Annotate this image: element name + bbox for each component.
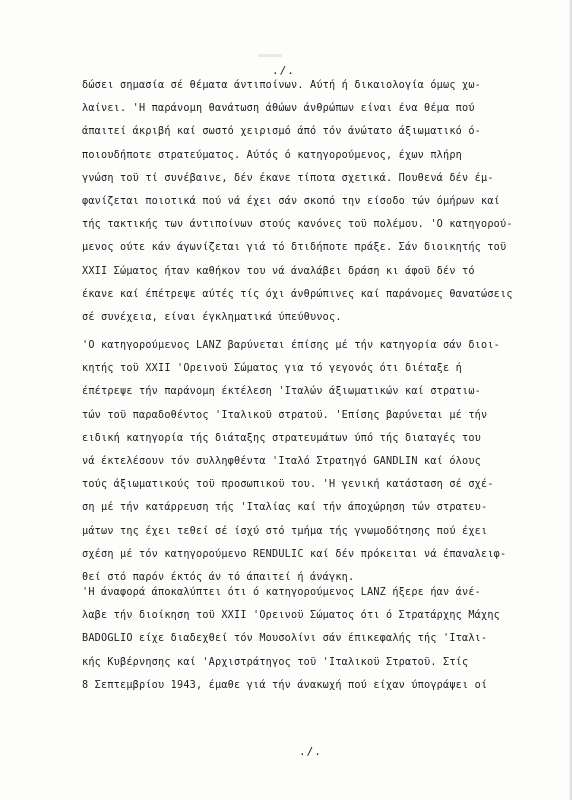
- text-line: μενος ούτε κάν άγωνίζεται γιά τό δτιδήποτε πράξε. Σάν διοικητής τοϋ: [82, 242, 507, 254]
- continuation-marker-top: ./.: [272, 64, 295, 77]
- text-line: σέ συνέχεια, είναι έγκληματικά ύπεύθυνος.: [82, 312, 342, 323]
- text-line: ση μέ τήν κατάρρευση τής 'Ιταλίας καί τήν άποχώρηση τών στρατευ-: [82, 502, 488, 514]
- text-line: σχέση μέ τόν κατηγορούμενο RENDULIC καί δέν πρόκειται νά έπαναλειφ-: [82, 548, 507, 560]
- text-line: 'Ο κατηγορούμενος LANZ βαρύνεται έπίσης μέ τήν κατηγορία σάν διοι-: [82, 340, 501, 351]
- text-line: 8 Σεπτεμβρίου 1943, έμαθε γιά τήν άνακωχή πού είχαν ύπογράψει οί: [82, 679, 488, 691]
- text-line: ποιουδήποτε στρατεύματος. Αύτός ό κατηγορούμενος, έχων πλήρη: [82, 149, 463, 161]
- text-line: άπαιτεί άκριβή καί σωστό χειρισμό άπό τόν άνώτατο άξιωματικό ό-: [82, 126, 482, 138]
- text-line: γνώση τοϋ τί συνέβαινε, δέν έκανε τίποτα σχετικά. Πουθενά δέν έμ-: [82, 172, 494, 184]
- text-line: τούς άξιωματικούς τοϋ προσωπικοϋ του. 'Η γενική κατάσταση σέ σχέ-: [82, 479, 494, 491]
- text-line: νά έκτελέσουν τόν συλληφθέντα 'Ιταλό Στρατηγό GANDLIN καί όλους: [82, 456, 482, 467]
- text-line: έκανε καί έπέτρεψε αύτές τίς όχι άνθρώπινες καί παράνομες θανατώσεις: [82, 288, 513, 300]
- text-line: τών τοϋ παραδοθέντος 'Ιταλικοϋ στρατοϋ. 'Επίσης βαρύνεται μέ τήν: [82, 409, 488, 421]
- text-line: φανίζεται ποιοτικά πού νά έχει σάν σκοπό την είσοδο τών όμήρων καί: [82, 196, 501, 207]
- text-line: κής Κυβέρνησης καί 'Αρχιστράτηγος τοϋ 'Ιταλικοϋ Στρατοϋ. Στίς: [82, 656, 469, 668]
- continuation-marker-bottom: ./.: [299, 745, 322, 758]
- text-line: έπέτρεψε τήν παράνομη έκτέλεση 'Ιταλών άξιωματικών καί στρατιω-: [82, 386, 482, 398]
- text-line: λαίνει. 'Η παράνομη θανάτωση άθώων άνθρώπων είναι ένα θέμα πού: [82, 103, 475, 115]
- text-line: μάτων της έχει τεθεί σέ ίσχύ στό τμήμα τής γνωμοδότησης πού έχει: [82, 525, 488, 537]
- text-line: ειδική κατηγορία τής διάταξης στρατευμάτων ύπό τής διαταγές του: [82, 432, 482, 444]
- text-line: XXII Σώματος ήταν καθήκον του νά άναλάβει δράση κι άφοϋ δέν τό: [82, 265, 475, 277]
- text-line: κητής τοϋ XXII 'Ορεινοϋ Σώματος για τό γεγονός ότι διέταξε ή: [82, 363, 463, 375]
- text-line: θεί στό παρόν έκτός άν τό άπαιτεί ή άνάγκη.: [82, 572, 355, 583]
- text-line: 'Η άναφορά άποκαλύπτει ότι ό κατηγορούμενος LANZ ήξερε ήαν άνέ-: [82, 587, 482, 598]
- text-line: BADOGLIO είχε διαδεχθεί τόν Μουσολίνι σάν έπικεφαλής τής 'Ιταλι-: [82, 633, 488, 645]
- text-line: λαβε τήν διοίκηση τοϋ XXII 'Ορεινοϋ Σώματος ότι ό Στρατάρχης Μάχης: [82, 610, 501, 622]
- smudge-mark: [258, 54, 282, 57]
- text-line: τής τακτικής των άντιποίνων στούς κανόνες τοϋ πολέμου. 'Ο κατηγορού-: [82, 219, 513, 231]
- text-line: δώσει σημασία σέ θέματα άντιποίνων. Αύτή ή δικαιολογία όμως χω-: [82, 80, 482, 91]
